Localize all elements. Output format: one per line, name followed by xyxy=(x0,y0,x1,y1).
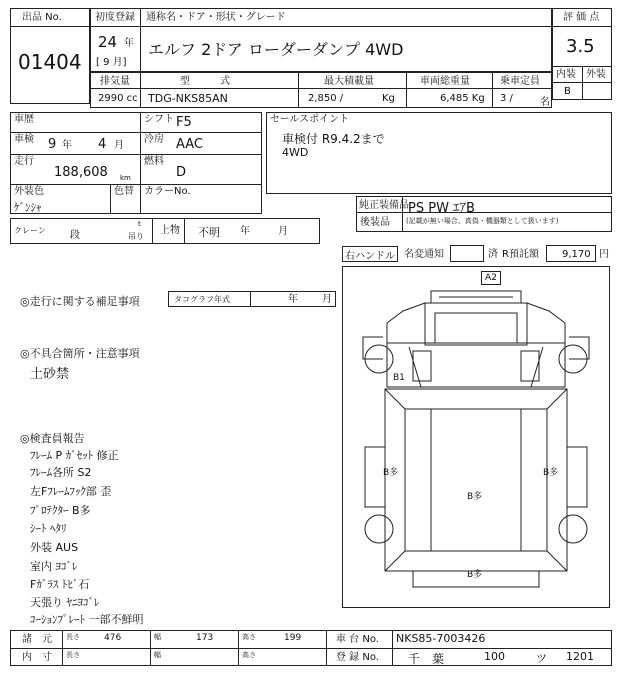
length-value: 476 xyxy=(104,633,122,643)
score-value: 3.5 xyxy=(566,36,595,57)
ac: AAC xyxy=(176,137,203,152)
upper-year: 年 xyxy=(240,226,250,237)
standard-equipment-label: 純正装備品 xyxy=(359,200,409,211)
crane-t: t xyxy=(138,220,141,228)
inspector-note: 天張り ﾔﾆﾖｺﾞﾚ xyxy=(30,596,100,609)
mark-right: B多 xyxy=(543,468,559,478)
max-load-label: 最大積載量 xyxy=(324,76,374,87)
defects-label: ◎不具合箇所・注意事項 xyxy=(20,347,140,360)
upper-label: 上物 xyxy=(160,225,180,236)
interior-height-label: 高さ xyxy=(242,651,256,659)
ext-color: ｹﾞﾝｼｬ xyxy=(14,201,42,214)
reg-month: [ 9 月] xyxy=(96,57,127,68)
right-handle-flag: 右ハンドル xyxy=(342,246,398,262)
lot-number: 01404 xyxy=(18,50,82,74)
height-label: 高さ xyxy=(242,633,256,641)
gross-weight-label: 車両総重量 xyxy=(420,76,470,87)
crane-stage: 段 xyxy=(70,230,80,241)
inspector-note: ｼｰﾄ ﾍﾀﾘ xyxy=(30,522,67,535)
mark-left: B多 xyxy=(383,468,399,478)
reg-year-unit: 年 xyxy=(124,38,134,49)
chassis-number: NKS85-7003426 xyxy=(396,632,486,645)
inspector-note: Fｶﾞﾗｽ ﾄﾋﾞ石 xyxy=(30,578,90,591)
recycle-value: 9,170 xyxy=(562,249,591,260)
lot-label: 出品 No. xyxy=(22,12,62,23)
max-load-unit: Kg xyxy=(382,93,395,104)
inspector-note: ﾌﾚｰﾑ各所 S2 xyxy=(30,466,92,479)
inspection-year: 9 xyxy=(48,137,57,152)
plate-kana: ツ xyxy=(536,652,547,665)
upper-value: 不明 xyxy=(198,226,220,239)
mark-rear: B多 xyxy=(467,570,483,580)
vehicle-diagram xyxy=(342,266,610,608)
crane-lift: 吊り xyxy=(128,232,144,241)
length-label: 長さ xyxy=(66,633,80,641)
mark-front-left: B1 xyxy=(393,373,405,383)
plate-label: 登 録 No. xyxy=(336,652,379,663)
inspector-note: 左Fﾌﾚｰﾑﾌｯｸ部 歪 xyxy=(30,485,112,498)
history-label: 車歴 xyxy=(14,114,34,125)
interior-grade: B xyxy=(564,86,571,97)
shift-label: シフト xyxy=(144,114,174,125)
chassis-label: 車 台 No. xyxy=(336,634,379,645)
plate-number: 1201 xyxy=(566,650,594,663)
exterior-grade-label: 外装 xyxy=(586,69,606,80)
interior-length-label: 長さ xyxy=(66,651,80,659)
sales-point-line2: 4WD xyxy=(282,146,309,159)
mileage-unit: km xyxy=(120,174,131,182)
first-reg-label: 初度登録 xyxy=(95,12,135,23)
max-load: 2,850 / xyxy=(308,93,344,104)
vehicle-name: エルフ 2ドア ローダーダンプ 4WD xyxy=(148,40,404,59)
ext-color-label: 外装色 xyxy=(14,186,44,197)
mark-center: B多 xyxy=(467,492,483,502)
dimensions-label: 諸 元 xyxy=(22,634,52,645)
height-value: 199 xyxy=(284,633,302,643)
width-label: 幅 xyxy=(154,633,161,641)
details-box xyxy=(10,112,262,214)
recycle-label: R預託額 xyxy=(502,249,539,260)
upper-month: 月 xyxy=(278,226,288,237)
reg-year: 24 xyxy=(98,33,118,51)
inspector-note: ﾌﾚｰﾑ P ｶﾞｾｯﾄ 修正 xyxy=(30,449,119,462)
interior-grade-label: 内装 xyxy=(556,69,576,80)
displacement-label: 排気量 xyxy=(100,76,130,87)
truck-outline xyxy=(343,267,609,607)
tacho-year: 年 xyxy=(288,294,298,305)
interior-width-label: 幅 xyxy=(154,651,161,659)
width-value: 173 xyxy=(196,633,214,643)
aftermarket-label: 後装品 xyxy=(360,217,390,228)
crane-label: クレーン xyxy=(14,226,46,235)
score-label: 評 価 点 xyxy=(563,12,600,23)
aftermarket-note: (記載が無い場合、真偽・機器類として扱います) xyxy=(406,217,559,225)
capacity-unit: 名 xyxy=(540,97,550,108)
driving-remarks-label: ◎走行に関する補足事項 xyxy=(20,295,140,308)
displacement: 2990 cc xyxy=(98,93,138,104)
inspector-label: ◎検査員報告 xyxy=(20,432,85,445)
plate-area: 千 葉 xyxy=(408,652,445,666)
interior-dim-label: 内 寸 xyxy=(22,652,52,663)
sales-point-label: セールスポイント xyxy=(270,114,350,125)
inspection-month-unit: 月 xyxy=(114,140,124,151)
mileage-label: 走行 xyxy=(14,156,34,167)
color-change-label: 色替 xyxy=(114,186,134,197)
inspection-label: 車検 xyxy=(14,134,34,145)
fuel: D xyxy=(176,165,187,180)
inspector-note: 外装 AUS xyxy=(30,541,79,554)
shift: F5 xyxy=(176,115,192,130)
mark-top: A2 xyxy=(481,271,501,285)
name-change-label: 名変通知 xyxy=(404,249,444,260)
name-change-box xyxy=(450,245,484,262)
tacho-label: タコグラフ年式 xyxy=(174,295,230,304)
vehicle-desc-label: 通称名・ドア・形状・グレード xyxy=(146,12,286,23)
tacho-month: 月 xyxy=(322,294,332,305)
inspector-note: 室内 ﾖｺﾞﾚ xyxy=(30,560,78,573)
ac-label: 冷房 xyxy=(144,134,164,145)
capacity: 3 / xyxy=(500,93,513,104)
inspection-year-unit: 年 xyxy=(62,140,72,151)
checked-label: 済 xyxy=(488,249,498,260)
mileage: 188,608 xyxy=(54,165,108,180)
inspector-note: ﾌﾟﾛﾃｸﾀｰ B多 xyxy=(30,504,91,517)
inspector-note: ｺｰｼｮﾝﾌﾟﾚｰﾄ 一部不鮮明 xyxy=(30,613,144,626)
fuel-label: 燃料 xyxy=(144,156,164,167)
standard-equipment: PS PW ｴｱB xyxy=(408,201,475,216)
inspection-month: 4 xyxy=(98,137,107,152)
defect-item: 土砂禁 xyxy=(30,367,70,382)
capacity-label: 乗車定員 xyxy=(500,76,540,87)
model-label: 型 式 xyxy=(180,76,230,87)
plate-class: 100 xyxy=(484,650,505,663)
gross-weight: 6,485 Kg xyxy=(440,93,485,104)
color-no-label: カラーNo. xyxy=(144,186,191,197)
recycle-unit: 円 xyxy=(599,249,609,260)
sales-point-line1: 車検付 R9.4.2まで xyxy=(282,132,385,146)
model: TDG-NKS85AN xyxy=(148,92,228,105)
